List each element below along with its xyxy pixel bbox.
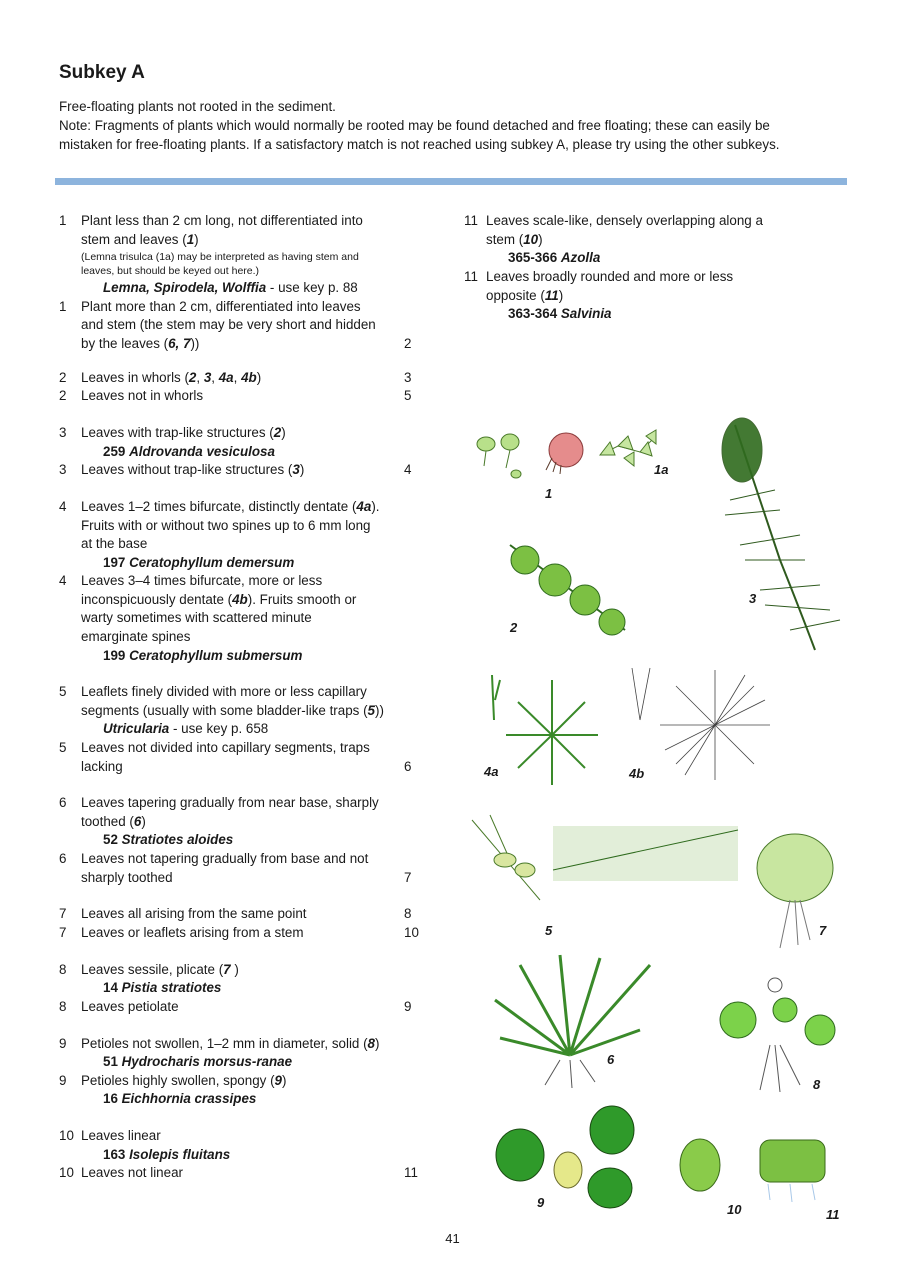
ceratophyllum-demersum-illustration: [722, 418, 840, 650]
figure-label: 2: [510, 620, 518, 635]
key-text-line: toothed (6): [81, 814, 146, 829]
key-result: 51 Hydrocharis morsus-ranae: [103, 1054, 293, 1069]
hydrocharis-illustration: [720, 978, 835, 1092]
page-number: 41: [445, 1231, 460, 1246]
goto-number: 6: [404, 759, 412, 774]
goto-number: 7: [404, 870, 412, 885]
goto-number: 9: [404, 999, 412, 1014]
lemna-trisulca-illustration: [600, 430, 656, 466]
key-text-line: Fruits with or without two spines up to 6 mm long: [81, 518, 371, 533]
couplet-number: 1: [59, 299, 67, 314]
key-result: 197 Ceratophyllum demersum: [103, 555, 295, 570]
key-text-line: stem and leaves (1): [81, 232, 199, 247]
key-note: (Lemna trisulca (1a) may be interpreted as having stem and: [81, 251, 359, 263]
key-result: 365-366 Azolla: [508, 250, 601, 265]
intro-line-3: mistaken for free-floating plants. If a satisfactory match is not reached using subkey A, please try using the other subkeys.: [59, 137, 780, 152]
key-result: 14 Pistia stratiotes: [103, 980, 222, 995]
aldrovanda-illustration: [510, 545, 625, 635]
couplet-number: 1: [59, 213, 67, 228]
figure-label: 6: [607, 1052, 615, 1067]
figure-label: 4a: [484, 764, 499, 779]
figure-label: 10: [727, 1202, 742, 1217]
key-text-line: at the base: [81, 536, 148, 551]
ceratophyllum-submersum-leaf-illustration: [632, 668, 770, 780]
key-result: 259 Aldrovanda vesiculosa: [103, 444, 275, 459]
figure-label: 11: [826, 1207, 840, 1222]
goto-number: 11: [404, 1165, 418, 1180]
key-text-line: emarginate spines: [81, 629, 191, 644]
key-result: 16 Eichhornia crassipes: [103, 1091, 257, 1106]
ceratophyllum-demersum-leaf-illustration: [492, 675, 598, 785]
intro-line-1: Free-floating plants not rooted in the sediment.: [59, 99, 336, 114]
goto-number: 3: [404, 370, 412, 385]
key-text-line: warty sometimes with scattered minute: [81, 610, 312, 625]
figure-label: 9: [537, 1195, 545, 1210]
goto-number: 8: [404, 906, 412, 921]
key-text-line: stem (10): [486, 232, 543, 247]
key-result: 199 Ceratophyllum submersum: [103, 648, 303, 663]
figure-label: 4b: [629, 766, 645, 781]
key-result: 52 Stratiotes aloides: [103, 832, 234, 847]
figure-label: 5: [545, 923, 553, 938]
figure-label: 3: [749, 591, 757, 606]
intro-line-2: Note: Fragments of plants which would normally be rooted may be found detached and free floating; these can easily be: [59, 118, 770, 133]
key-result: Utricularia - use key p. 658: [103, 721, 269, 736]
goto-number: 2: [404, 336, 412, 351]
eichhornia-illustration: [496, 1106, 634, 1208]
page-title: Subkey A: [59, 62, 145, 83]
key-text-line: segments (usually with some bladder-like traps (5)): [81, 703, 384, 718]
key-note: leaves, but should be keyed out here.): [81, 265, 260, 277]
key-text: Plant less than 2 cm long, not differentiated into: [81, 213, 363, 228]
key-text-line: by the leaves (6, 7)): [81, 336, 200, 351]
figure-label: 7: [819, 923, 827, 938]
utricularia-illustration: [472, 815, 738, 900]
key-result: 363-364 Salvinia: [508, 306, 612, 321]
key-text-line: sharply toothed: [81, 870, 173, 885]
goto-number: 4: [404, 462, 412, 477]
figure-label: 1a: [654, 462, 669, 477]
key-text-line: lacking: [81, 759, 123, 774]
goto-number: 5: [404, 388, 412, 403]
goto-number: 10: [404, 925, 419, 940]
key-text-line: inconspicuously dentate (4b). Fruits smooth or: [81, 592, 357, 607]
figure-label: 8: [813, 1077, 821, 1092]
key-result: Lemna, Spirodela, Wolffia - use key p. 88: [103, 280, 358, 295]
figure-label: 1: [545, 486, 553, 501]
salvinia-illustration: [760, 1140, 825, 1202]
duckweed-illustration: [477, 433, 583, 478]
key-text-line: opposite (11): [486, 288, 564, 303]
key-result: 163 Isolepis fluitans: [103, 1147, 231, 1162]
key-text-line: and stem (the stem may be very short and hidden: [81, 317, 376, 332]
stratiotes-illustration: [495, 955, 650, 1088]
azolla-illustration: [680, 1139, 720, 1191]
